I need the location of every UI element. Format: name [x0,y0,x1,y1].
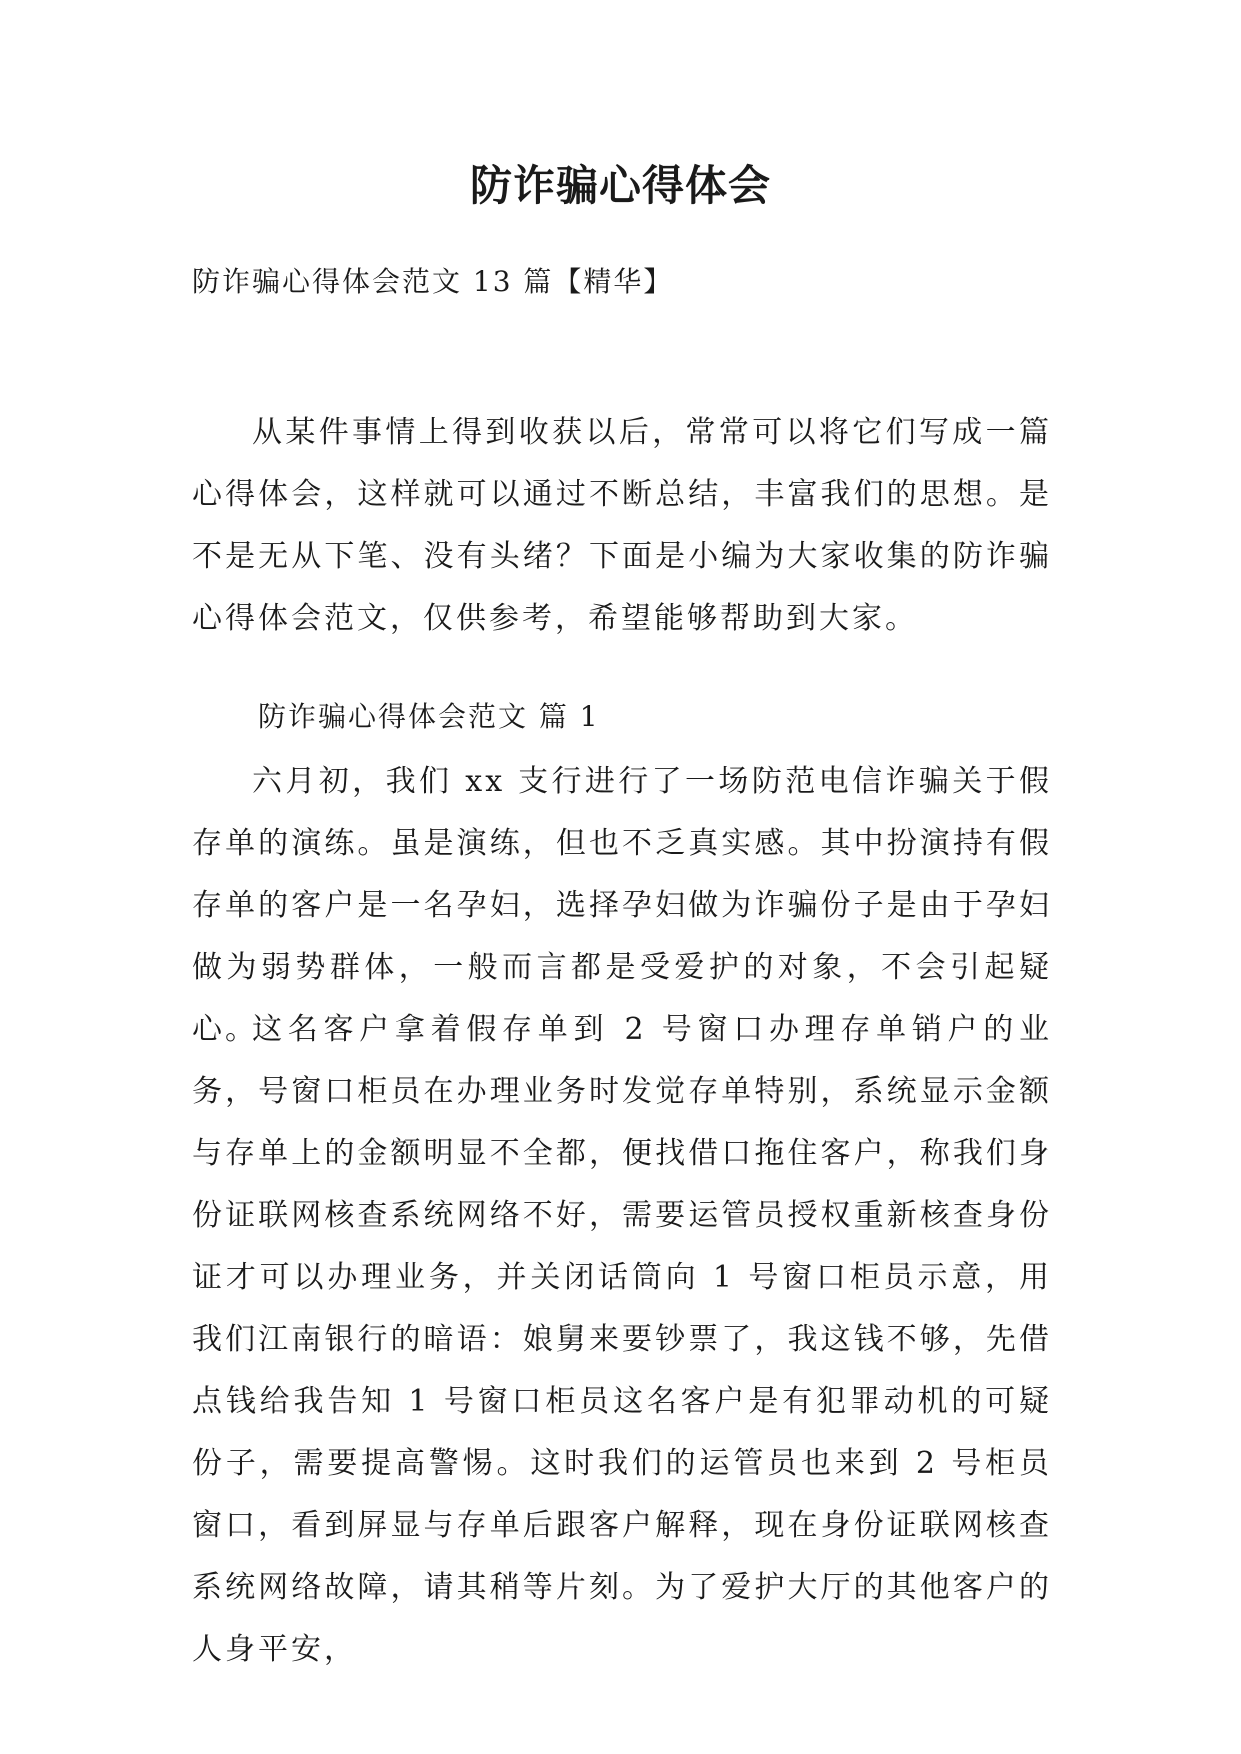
intro-paragraph: 从某件事情上得到收获以后，常常可以将它们写成一篇心得体会，这样就可以通过不断总结，丰富我们的思想。是不是无从下笔、没有头绪？下面是小编为大家收集的防诈骗心得体会范文，仅供参考，希望能够帮助到大家。 [192,415,1052,636]
body-paragraph: 这名客户拿着假存单到 2 号窗口办理存单销户的业务，号窗口柜员在办理业务时发觉存单特别，系统显示金额与存单上的金额明显不全都，便找借口拖住客户，称我们身份证联网核查系统网络不好，需要运管员授权重新核查身份证才可以办理业务，并关闭话筒向 1 号窗口柜员示意，用我们江南银行的暗语：娘舅来要钞票了，我这钱不够，先借点钱给我告知 1 号窗口柜员这名客户是有犯罪动机的可疑份子，需要提高警惕。这时我们的运管员也来到 2 号柜员窗口，看到屏显与存单后跟客户解释，现在身份证联网核查系统网络故障，请其稍等片刻。为了爱护大厅的其他客户的人身平安， [192,1012,1052,1667]
document-subtitle: 防诈骗心得体会范文 13 篇【精华】 [192,265,674,298]
document-title: 防诈骗心得体会 [469,161,771,210]
section-heading: 防诈骗心得体会范文 篇 1 [258,700,600,733]
body-paragraph: 六月初，我们 xx 支行进行了一场防范电信诈骗关于假存单的演练。虽是演练，但也不乏真实感。其中扮演持有假存单的客户是一名孕妇，选择孕妇做为诈骗份子是由于孕妇做为弱势群体，一般而言都是受爱护的对象，不会引起疑心。 [192,764,1052,1047]
